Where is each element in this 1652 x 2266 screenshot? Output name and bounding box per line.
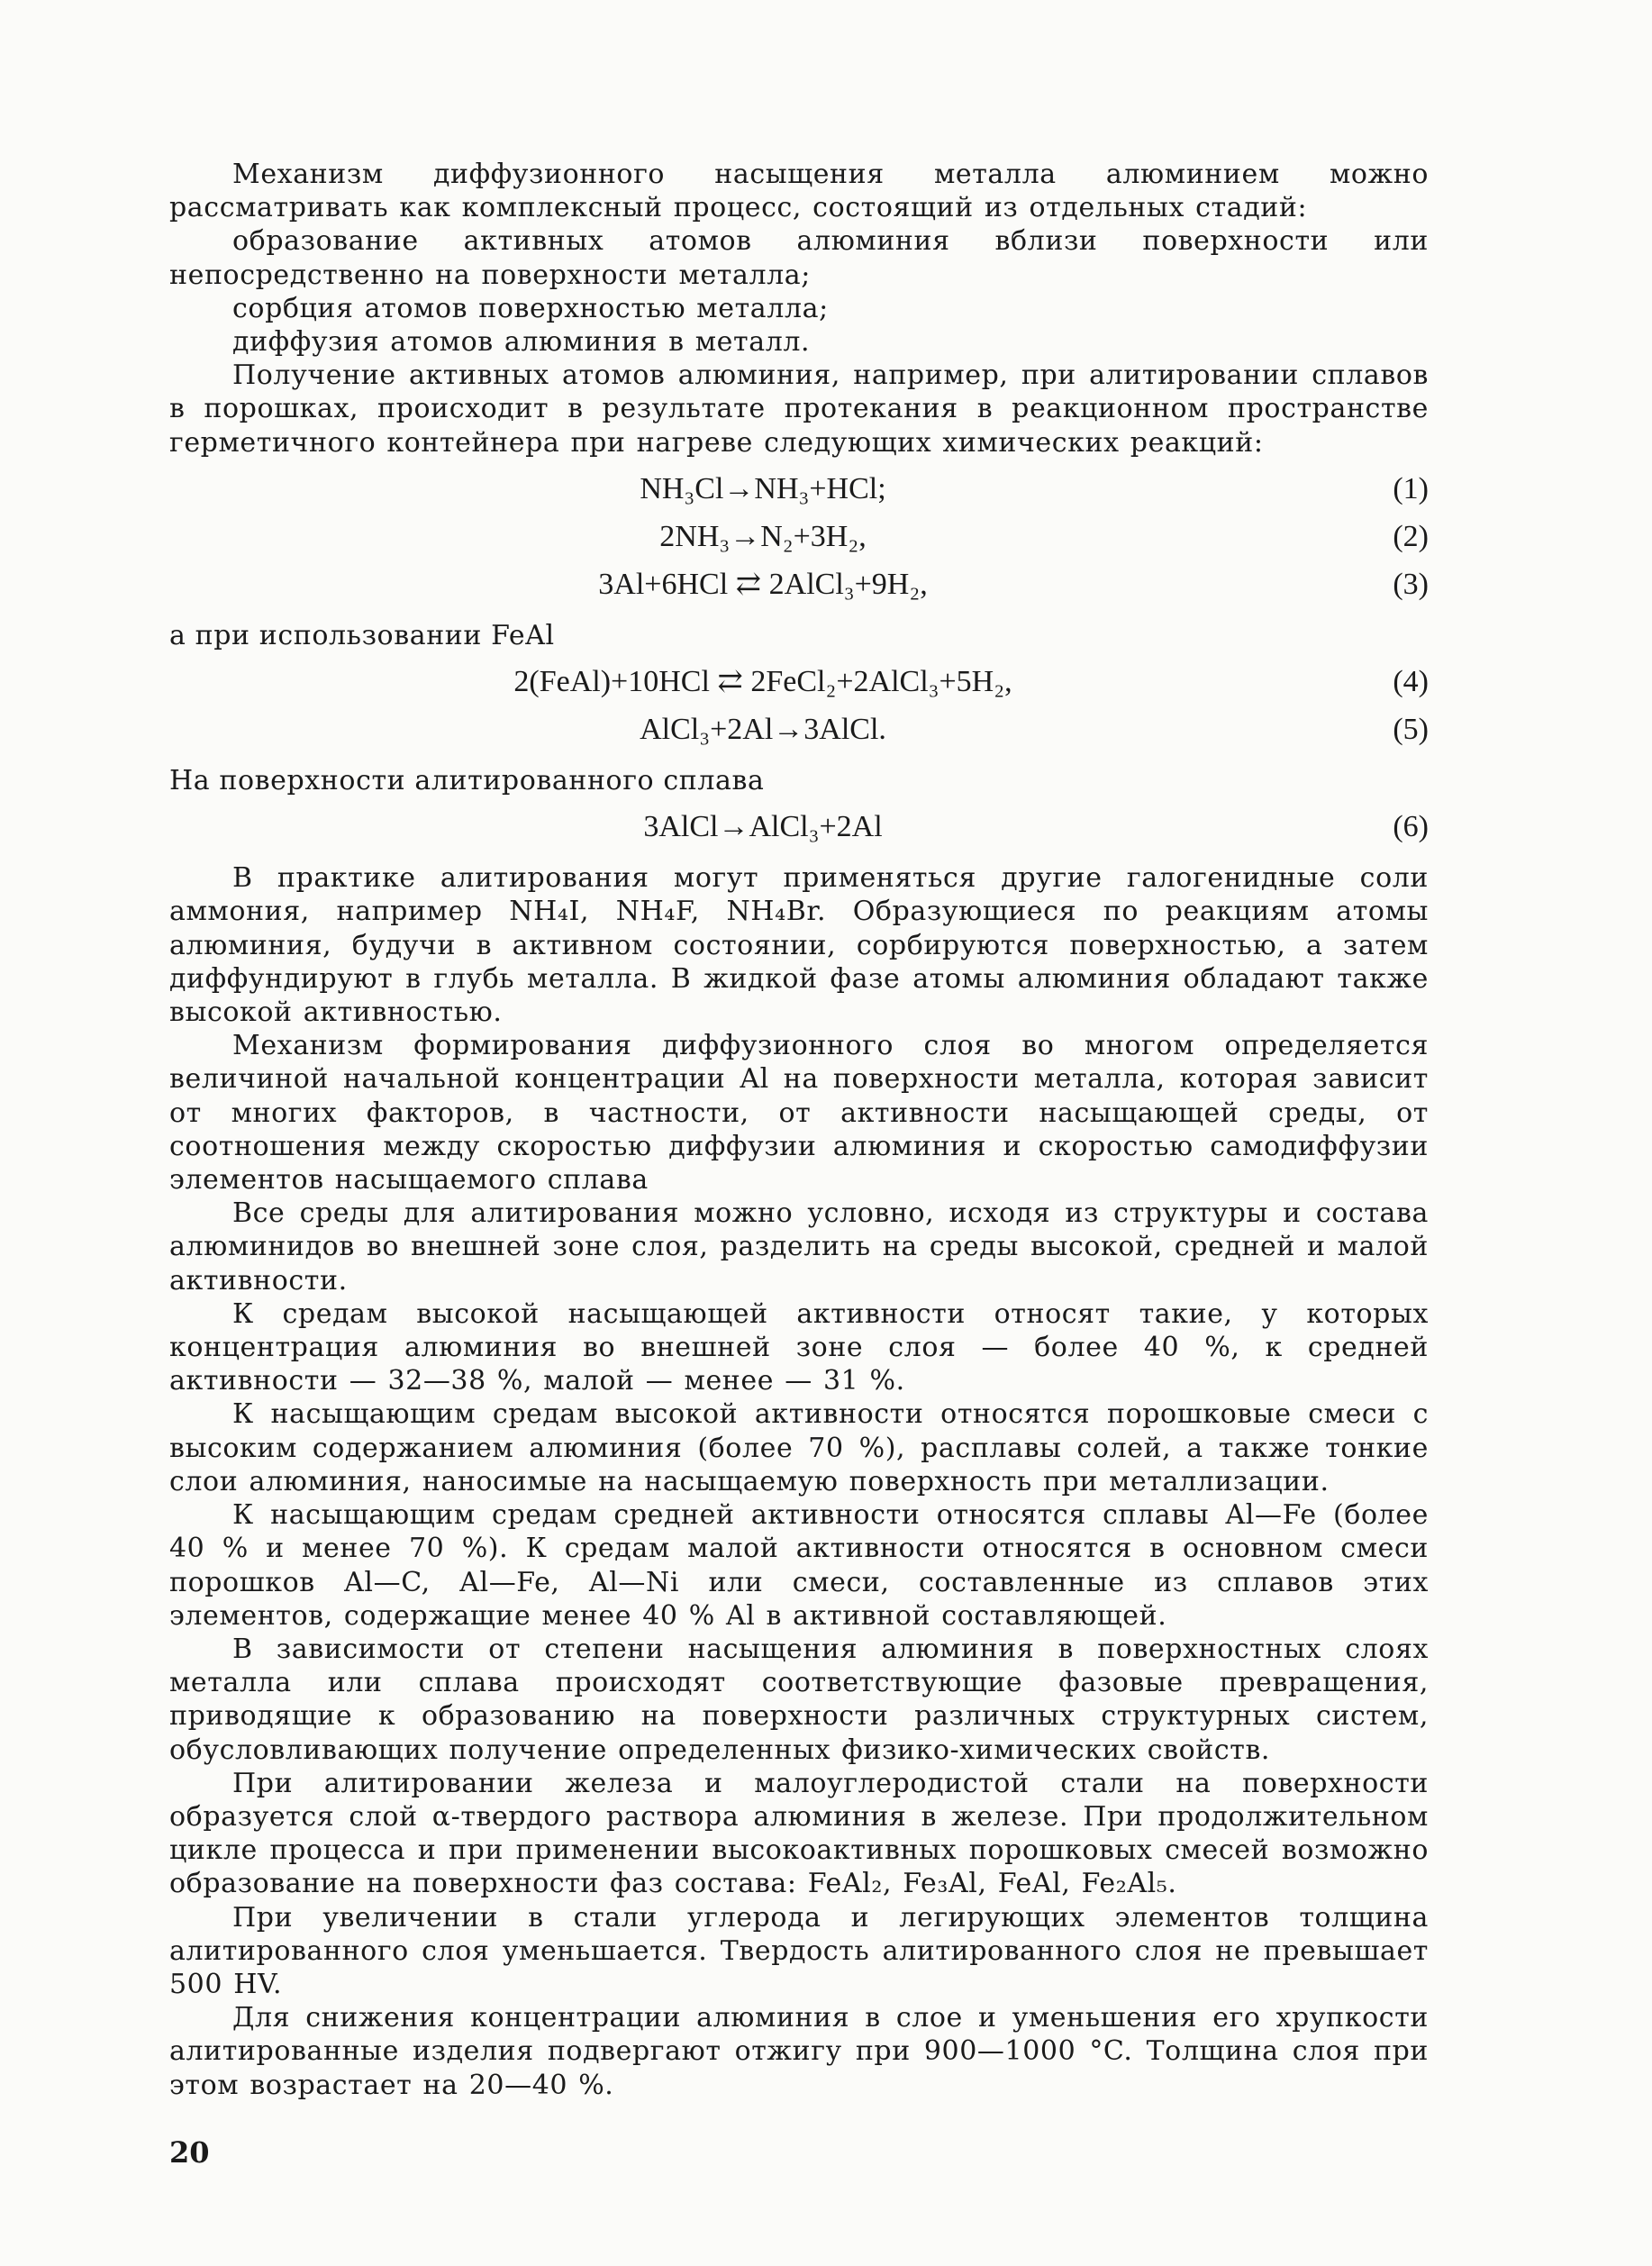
paragraph-medium-low-activity: К насыщающим средам средней активности относятся сплавы Al—Fe (более 40 % и менее 70 %). К средам малой активности относятся в основном смеси порошков Al—C, Al—Fe, Al—Ni или смеси, составленные из сплавов этих элементов, содержащие менее 40 % Al в активной составляющей. bbox=[169, 1499, 1429, 1632]
equation-row bbox=[169, 513, 1429, 560]
equation-number: (3) bbox=[1393, 567, 1429, 601]
equation-formula: 2(FeAl)+10HCl ⇄ 2FeCl₂+2AlCl₃+5H₂, bbox=[513, 665, 1012, 699]
paragraph-annealing: Для снижения концентрации алюминия в слое и уменьшения его хрупкости алитированные изделия подвергают отжигу при 900—1000 °C. Толщина слоя при этом возрастает на 20—40 %. bbox=[169, 2002, 1429, 2101]
paragraph-reactions-intro: Получение активных атомов алюминия, например, при алитировании сплавов в порошках, происходит в результате протекания в реакционном пространстве герметичного контейнера при нагреве следующих химических реакций: bbox=[169, 359, 1429, 459]
paragraph-stage-formation: образование активных атомов алюминия вблизи поверхности или непосредственно на поверхности металла; bbox=[169, 225, 1429, 291]
paragraph-media-classes: Все среды для алитирования можно условно, исходя из структуры и состава алюминидов во внешней зоне слоя, разделить на среды высокой, средней и малой активности. bbox=[169, 1197, 1429, 1297]
text-column bbox=[169, 158, 1429, 2102]
paragraph-phase-transformations: В зависимости от степени насыщения алюминия в поверхностных слоях металла или сплава происходят соответствующие фазовые превращения, приводящие к образованию на поверхности различных структурных систем, обусловливающих получение определенных физико-химических свойств. bbox=[169, 1633, 1429, 1766]
lead-text-surface: На поверхности алитированного сплава bbox=[169, 765, 765, 797]
paragraph-layer-formation: Механизм формирования диффузионного слоя во многом определяется величиной начальной концентрации Al на поверхности металла, которая зависит от многих факторов, в частности, от активности насыщающей среды, от соотношения между скоростью диффузии алюминия и скоростью самодиффузии элементов насыщаемого сплава bbox=[169, 1030, 1429, 1197]
equation-formula: 3AlCl→AlCl₃+2Al bbox=[643, 810, 883, 844]
paragraph-high-activity-media: К насыщающим средам высокой активности относятся порошковые смеси с высоким содержанием алюминия (более 70 %), расплавы солей, а также тонкие слои алюминия, наносимые на насыщаемую поверхность при металлизации. bbox=[169, 1398, 1429, 1497]
paragraph-layer-thickness: При увеличении в стали углерода и легирующих элементов толщина алитированного слоя уменьшается. Твердость алитированного слоя не превышает 500 HV. bbox=[169, 1901, 1429, 2000]
equation-row bbox=[169, 658, 1429, 705]
equation-number: (5) bbox=[1393, 713, 1429, 747]
equation-number: (4) bbox=[1393, 665, 1429, 699]
equation-row bbox=[169, 803, 1429, 851]
equation-formula: 3Al+6HCl ⇄ 2AlCl₃+9H₂, bbox=[598, 567, 928, 601]
page-number: 20 bbox=[169, 2135, 210, 2170]
equation-number: (6) bbox=[1393, 810, 1429, 844]
paragraph-iron-aluminizing: При алитировании железа и малоуглеродистой стали на поверхности образуется слой α-твердого раствора алюминия в железе. При продолжительном цикле процесса и при применении высокоактивных порошковых смесей возможно образование на поверхности фаз состава: FeAl₂, Fe₃Al, FeAl, Fe₂Al₅. bbox=[169, 1767, 1429, 1900]
equation-number: (2) bbox=[1393, 519, 1429, 553]
equation-row bbox=[169, 465, 1429, 513]
equation-formula: 2NH₃→N₂+3H₂, bbox=[659, 519, 867, 553]
paragraph-mechanism-intro: Механизм диффузионного насыщения металла алюминием можно рассматривать как комплексный процесс, состоящий из отдельных стадий: bbox=[169, 159, 1429, 224]
paragraph-high-activity-def: К средам высокой насыщающей активности относят такие, у которых концентрация алюминия во внешней зоне слоя — более 40 %, к средней активности — 32—38 %, малой — менее — 31 %. bbox=[169, 1297, 1429, 1397]
paragraph-stage-sorption: сорбция атомов поверхностью металла; bbox=[232, 292, 829, 324]
paragraph-stage-diffusion: диффузия атомов алюминия в металл. bbox=[232, 326, 811, 359]
equation-formula: NH₃Cl→NH₃+HCl; bbox=[640, 471, 886, 505]
equation-row bbox=[169, 560, 1429, 608]
equation-number: (1) bbox=[1393, 471, 1429, 505]
equation-row bbox=[169, 705, 1429, 753]
paragraph-halide-salts: В практике алитирования могут применяться другие галогенидные соли аммония, например NH₄I, NH₄F, NH₄Br. Образующиеся по реакциям атомы алюминия, будучи в активном состоянии, сорбируются поверхностью, а затем диффундируют в глубь металла. В жидкой фазе атомы алюминия обладают также высокой активностью. bbox=[169, 862, 1429, 1029]
equation-formula: AlCl₃+2Al→3AlCl. bbox=[640, 713, 886, 747]
lead-text-feal: а при использовании FeAl bbox=[169, 619, 555, 651]
